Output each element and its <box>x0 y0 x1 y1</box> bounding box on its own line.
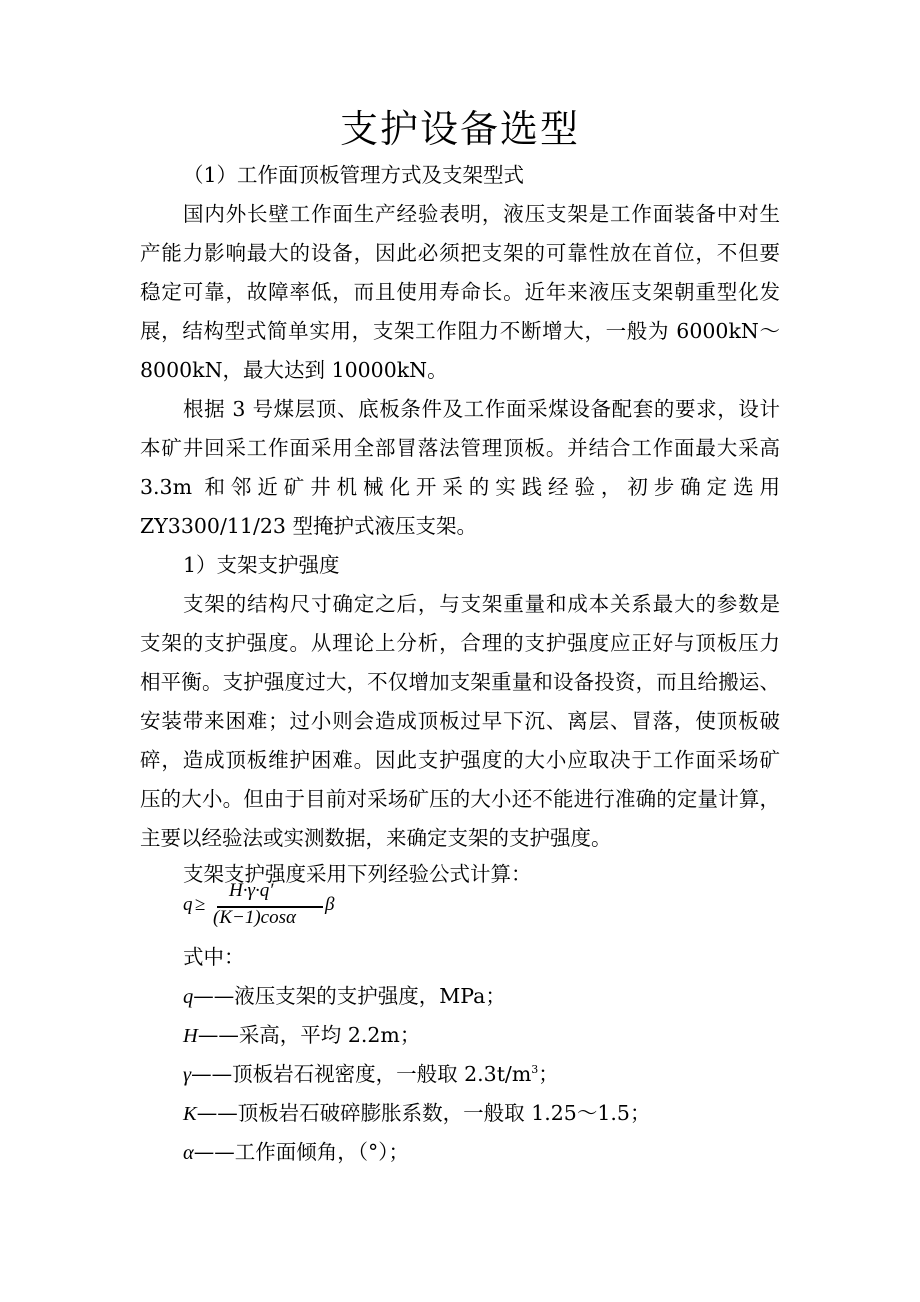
definition-symbol: K <box>183 1103 197 1125</box>
definition-line <box>183 1020 833 1051</box>
definition-text: ——顶板岩石视密度，一般取 2.3t/m <box>191 1062 532 1086</box>
definition-line <box>183 981 833 1012</box>
page-title: 支护设备选型 <box>339 107 580 151</box>
definition-superscript: 3 <box>531 1063 539 1077</box>
paragraph-line: 展，结构型式简单实用，支架工作阻力不断增大，一般为 6000kN～ <box>140 319 780 343</box>
section-heading-1: （1）工作面顶板管理方式及支架型式 <box>183 163 525 187</box>
definition-text: ——工作面倾角，（°）； <box>193 1140 410 1164</box>
formula-factor: β <box>325 894 335 915</box>
support-strength-formula <box>183 880 383 932</box>
paragraph-line: 国内外长壁工作面生产经验表明，液压支架是工作面装备中对生 <box>183 202 780 226</box>
section-heading-2: 1）支架支护强度 <box>183 553 340 577</box>
definition-line <box>183 1137 833 1168</box>
definition-tail: ； <box>538 1062 559 1086</box>
paragraph-line: 支架的结构尺寸确定之后，与支架重量和成本关系最大的参数是 <box>183 592 780 616</box>
definition-text: ——采高，平均 2.2m； <box>197 1023 421 1047</box>
definition-symbol: q <box>183 986 194 1008</box>
formula-lhs: q <box>183 894 193 915</box>
definition-line <box>183 1059 833 1090</box>
paragraph-line: 根据 3 号煤层顶、底板条件及工作面采煤设备配套的要求，设计 <box>183 397 780 421</box>
formula-intro: 支架支护强度采用下列经验公式计算： <box>183 862 532 886</box>
paragraph-line: 8000kN，最大达到 10000kN。 <box>140 358 448 382</box>
paragraph-line: 产能力影响最大的设备，因此必须把支架的可靠性放在首位，不但要 <box>140 241 780 265</box>
definition-symbol: H <box>183 1025 198 1047</box>
where-label: 式中： <box>183 945 245 969</box>
definition-text: ——液压支架的支护强度，MPa； <box>193 984 506 1008</box>
paragraph-line: 本矿井回采工作面采用全部冒落法管理顶板。并结合工作面最大采高 <box>140 436 780 460</box>
definition-line <box>183 1098 833 1129</box>
paragraph-line: ZY3300/11/23 型掩护式液压支架。 <box>140 514 477 538</box>
definition-symbol: α <box>183 1142 194 1164</box>
paragraph-line: 支架的支护强度。从理论上分析，合理的支护强度应正好与顶板压力 <box>140 631 780 655</box>
paragraph-line: 压的大小。但由于目前对采场矿压的大小还不能进行准确的定量计算， <box>140 787 780 811</box>
paragraph-line: 主要以经验法或实测数据，来确定支架的支护强度。 <box>140 826 612 850</box>
paragraph-line: 碎，造成顶板维护困难。因此支护强度的大小应取决于工作面采场矿 <box>140 748 780 772</box>
definition-symbol: γ <box>183 1064 192 1086</box>
paragraph-line: 稳定可靠，故障率低，而且使用寿命长。近年来液压支架朝重型化发 <box>140 280 780 304</box>
formula-denominator: (K−1)cosα <box>213 907 296 928</box>
definition-text: ——顶板岩石破碎膨胀系数，一般取 1.25～1.5； <box>196 1101 651 1125</box>
paragraph-line: 3.3m 和邻近矿井机械化开采的实践经验，初步确定选用 <box>140 475 780 499</box>
paragraph-line: 相平衡。支护强度过大，不仅增加支架重量和设备投资，而且给搬运、 <box>140 670 780 694</box>
paragraph-line: 安装带来困难；过小则会造成顶板过早下沉、离层、冒落，使顶板破 <box>140 709 780 733</box>
formula-relation: ≥ <box>195 894 206 915</box>
formula-numerator: H·γ·q′ <box>229 880 274 901</box>
